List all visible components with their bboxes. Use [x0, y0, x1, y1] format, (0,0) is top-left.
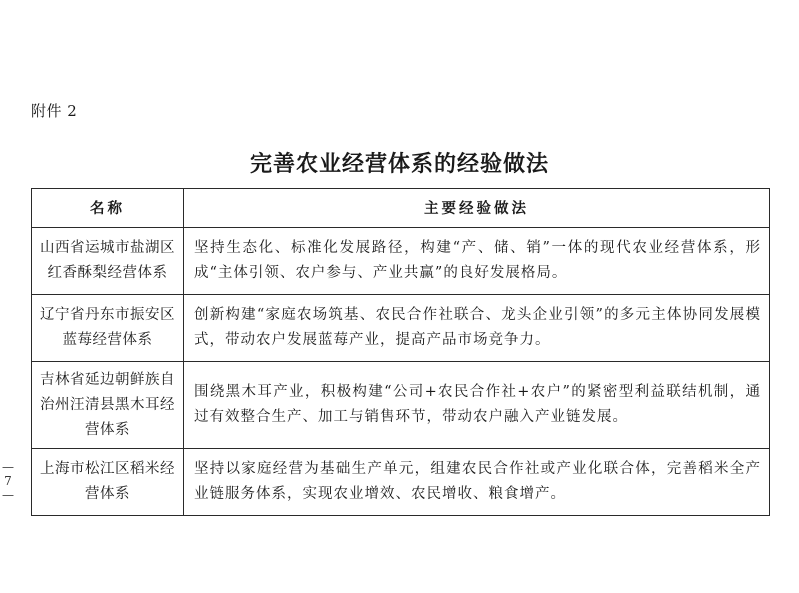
page-number — [2, 460, 14, 502]
experience-table — [31, 188, 770, 516]
attachment-label: 附件 2 — [31, 102, 78, 120]
table-row — [32, 362, 770, 449]
header-name: 名称 — [32, 189, 184, 228]
table-row — [32, 295, 770, 362]
table-row — [32, 449, 770, 516]
row-name-cell: 吉林省延边朝鲜族自治州汪清县黑木耳经营体系 — [32, 362, 184, 449]
page-number-dash-top: — — [2, 460, 14, 474]
page-number-value: 7 — [4, 474, 12, 488]
row-name-cell: 上海市松江区稻米经营体系 — [32, 449, 184, 516]
row-practice-cell: 创新构建“家庭农场筑基、农民合作社联合、龙头企业引领”的多元主体协同发展模式，带动农户发展蓝莓产业，提高产品市场竞争力。 — [184, 295, 770, 362]
row-practice-cell: 坚持生态化、标准化发展路径，构建“产、储、销”一体的现代农业经营体系，形成“主体引领、农户参与、产业共赢”的良好发展格局。 — [184, 228, 770, 295]
table-header-row — [32, 189, 770, 228]
row-name-cell: 山西省运城市盐湖区红香酥梨经营体系 — [32, 228, 184, 295]
document-title: 完善农业经营体系的经验做法 — [249, 151, 549, 177]
row-name-cell: 辽宁省丹东市振安区蓝莓经营体系 — [32, 295, 184, 362]
row-practice-cell: 坚持以家庭经营为基础生产单元，组建农民合作社或产业化联合体，完善稻米全产业链服务体系，实现农业增效、农民增收、粮食增产。 — [184, 449, 770, 516]
header-practice: 主要经验做法 — [184, 189, 770, 228]
row-practice-cell: 围绕黑木耳产业，积极构建“公司+农民合作社+农户”的紧密型利益联结机制，通过有效整合生产、加工与销售环节，带动农户融入产业链发展。 — [184, 362, 770, 449]
table-row — [32, 228, 770, 295]
page-number-dash-bottom: — — [2, 488, 14, 502]
